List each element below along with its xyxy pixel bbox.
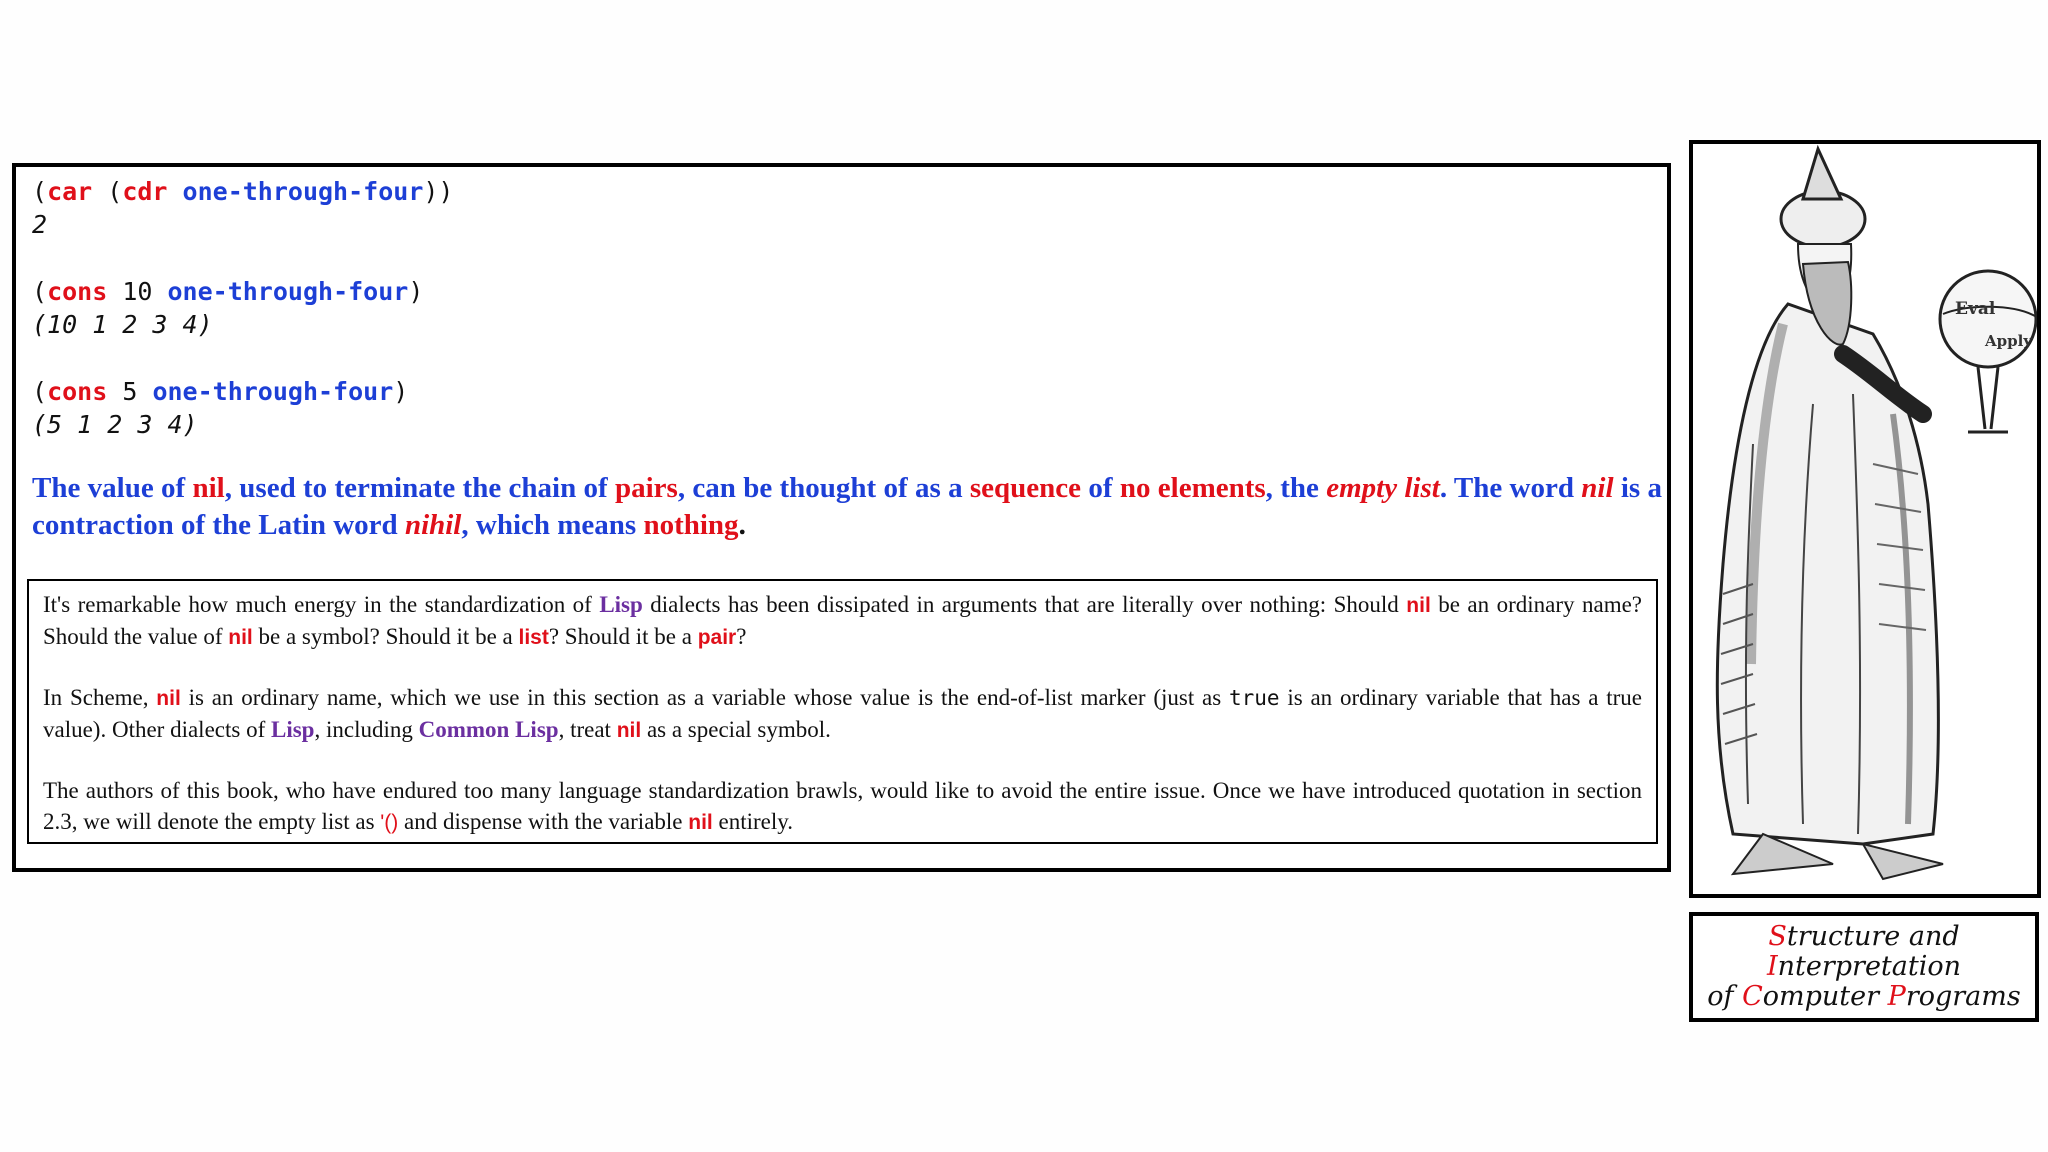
eval-apply-globe: [1940, 271, 2036, 367]
footnote-paragraph: The authors of this book, who have endured too many language standardization brawls, would like to avoid the entire issue. Once we have introduced quotation in section 2.3, we will denote the empty list as '() and dispense with the variable nil entirely.: [43, 778, 1642, 834]
code-output: (10 1 2 3 4): [32, 310, 213, 339]
eval-label: Eval: [1955, 299, 1996, 319]
code-line: (cons 10 one-through-four): [32, 277, 424, 306]
code-block: [32, 175, 453, 441]
apply-label: Apply: [1985, 332, 2033, 350]
book-title-line: of Computer Programs: [1707, 981, 2021, 1012]
footnote-paragraph: It's remarkable how much energy in the standardization of Lisp dialects has been dissipated in arguments that are literally over nothing: Should nil be an ordinary name? Should the value of nil be a symbol? Should it be a list? Should it be a pair?: [43, 592, 1642, 649]
footnote-box: [27, 579, 1658, 844]
wizard-hat: [1803, 149, 1841, 199]
code-output: 2: [32, 210, 48, 239]
code-line: (cons 5 one-through-four): [32, 377, 409, 406]
code-keyword: cons: [47, 377, 108, 406]
main-panel: [12, 163, 1671, 872]
definition-paragraph: The value of nil, used to terminate the chain of pairs, can be thought of as a sequence of no elements, the empty list. The word nil is a contraction of the Latin word nihil, which means nothing.: [32, 472, 1662, 541]
wizard-drawing: [1693, 144, 2037, 894]
wizard-illustration: [1689, 140, 2041, 898]
code-keyword: car: [47, 177, 93, 206]
book-title-line: Interpretation: [1766, 951, 1962, 982]
footnote-paragraph: In Scheme, nil is an ordinary name, which we use in this section as a variable whose value is the end-of-list marker (just as true is an ordinary variable that has a true value). Other dialects of Lisp, including Common Lisp, treat nil as a special symbol.: [43, 685, 1642, 742]
book-title: [1689, 912, 2039, 1022]
code-variable: one-through-four: [182, 177, 424, 206]
code-keyword: cdr: [122, 177, 168, 206]
code-keyword: cons: [47, 277, 108, 306]
code-variable: one-through-four: [152, 377, 394, 406]
code-output: (5 1 2 3 4): [32, 410, 198, 439]
book-title-line: Structure and: [1768, 921, 1960, 952]
code-line: (car (cdr one-through-four)): [32, 177, 454, 206]
code-variable: one-through-four: [167, 277, 409, 306]
